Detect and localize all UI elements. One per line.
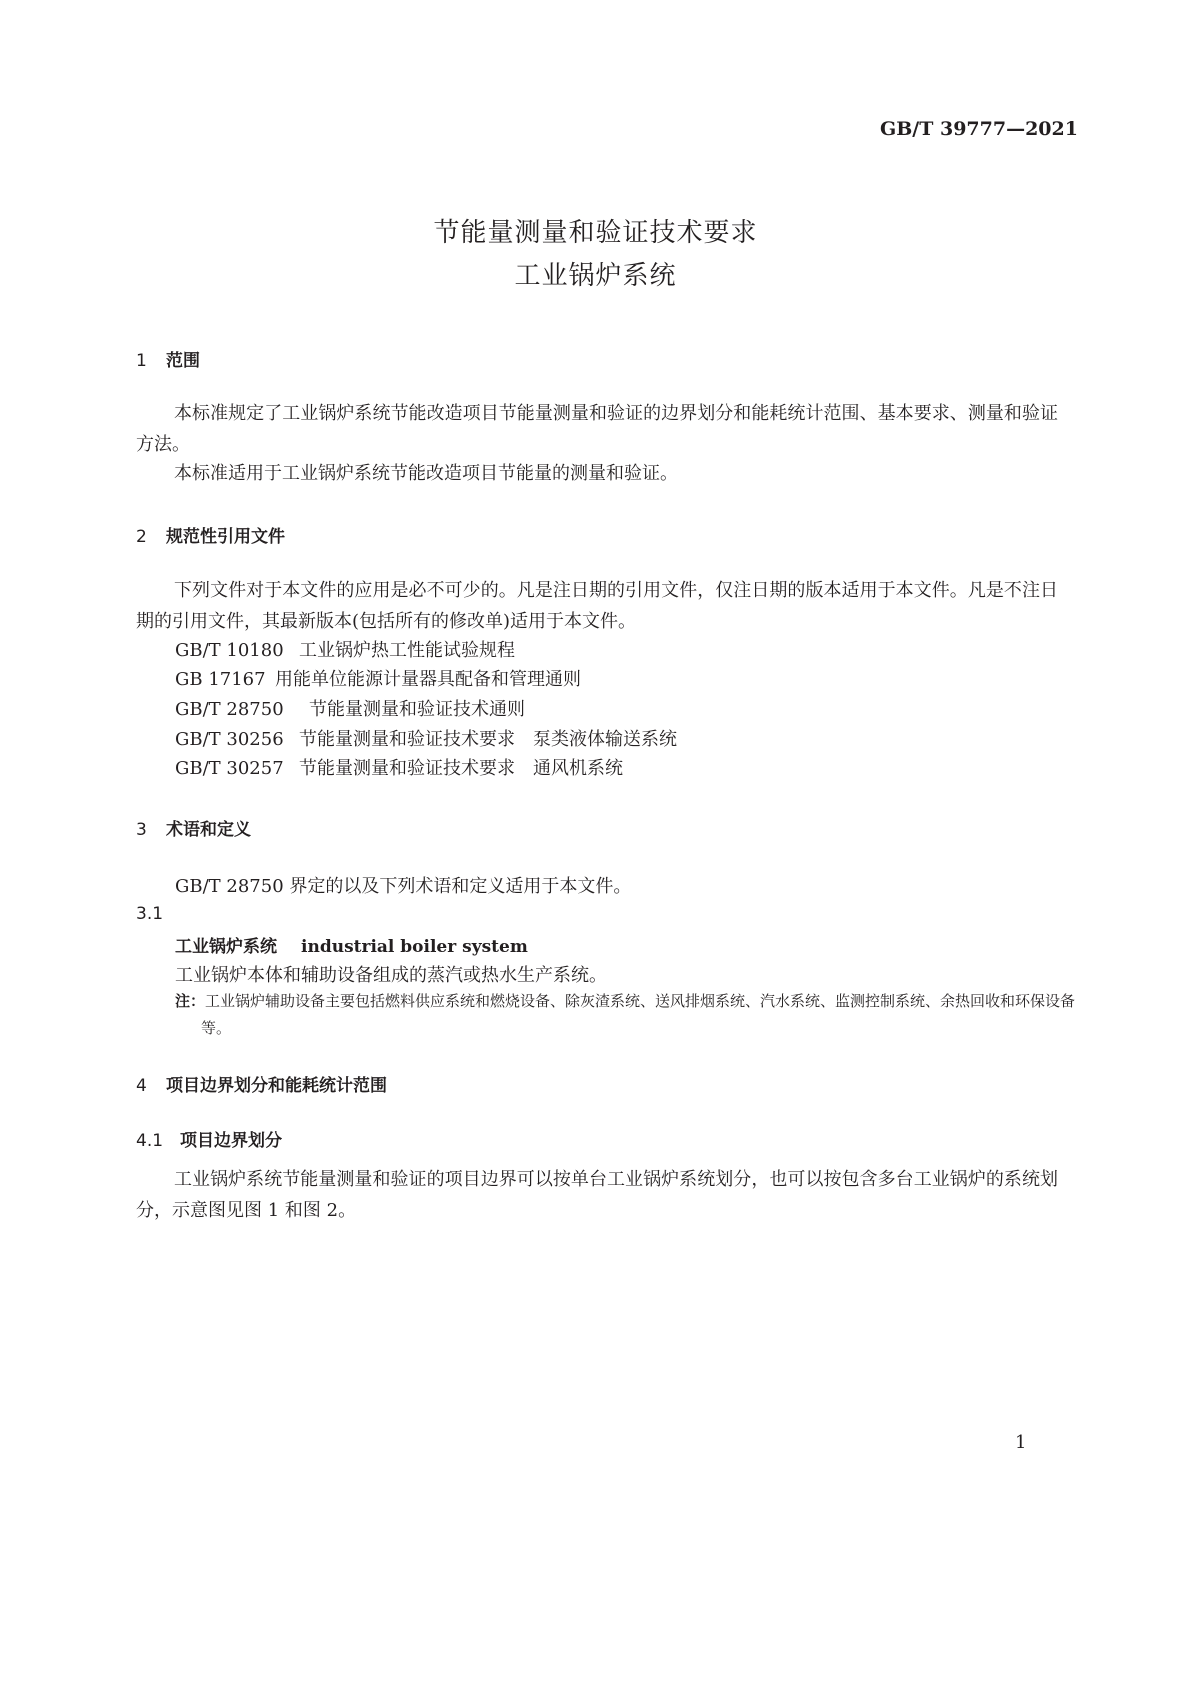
- section-title: 范围: [166, 351, 200, 371]
- subsection-4-1-paragraph: 工业锅炉系统节能量测量和验证的项目边界可以按单台工业锅炉系统划分，也可以按包含多台工业锅炉的系统划分，示意图见图 1 和图 2。: [136, 1169, 1058, 1221]
- section-number: 2: [136, 527, 147, 547]
- section-4-heading: [136, 1071, 387, 1096]
- term-heading: [175, 932, 528, 957]
- subsection-number: 4.1: [136, 1131, 164, 1151]
- subsection-4-1-heading: [136, 1126, 282, 1151]
- section-number: 3: [136, 820, 147, 840]
- reference-item: [175, 754, 623, 780]
- section-2-intro: 下列文件对于本文件的应用是必不可少的。凡是注日期的引用文件，仅注日期的版本适用于本文件。凡是不注日期的引用文件，其最新版本(包括所有的修改单)适用于本文件。: [136, 580, 1058, 632]
- reference-code: GB/T 10180: [175, 640, 284, 661]
- reference-title: 节能量测量和验证技术要求 通风机系统: [299, 758, 623, 779]
- section-1-paragraph-2: 本标准适用于工业锅炉系统节能改造项目节能量的测量和验证。: [174, 463, 678, 484]
- reference-code: GB/T 28750: [175, 699, 284, 720]
- section-3-intro: GB/T 28750 界定的以及下列术语和定义适用于本文件。: [175, 876, 632, 897]
- term-name-cn: 工业锅炉系统: [175, 937, 277, 957]
- note-label: 注：: [175, 992, 206, 1010]
- section-title: 规范性引用文件: [166, 527, 285, 547]
- standard-code: GB/T 39777—2021: [880, 118, 1078, 140]
- reference-code: GB 17167: [175, 669, 266, 690]
- document-title: 节能量测量和验证技术要求: [433, 218, 758, 248]
- reference-title: 节能量测量和验证技术通则: [309, 699, 525, 720]
- section-2-heading: [136, 522, 285, 547]
- reference-title: 用能单位能源计量器具配备和管理通则: [275, 669, 581, 690]
- page-number: 1: [1015, 1432, 1027, 1453]
- reference-code: GB/T 30257: [175, 758, 284, 779]
- term-note: [175, 988, 1084, 1042]
- reference-item: [175, 636, 515, 662]
- reference-title: 节能量测量和验证技术要求 泵类液体输送系统: [299, 729, 677, 750]
- reference-item: [175, 665, 581, 691]
- subsection-title: 项目边界划分: [180, 1131, 282, 1151]
- reference-item: [175, 695, 525, 721]
- section-3-heading: [136, 815, 251, 840]
- reference-item: [175, 725, 677, 751]
- document-subtitle: 工业锅炉系统: [514, 261, 677, 291]
- section-title: 项目边界划分和能耗统计范围: [166, 1076, 387, 1096]
- term-name-en: industrial boiler system: [301, 937, 528, 957]
- section-title: 术语和定义: [166, 820, 251, 840]
- term-number: 3.1: [136, 904, 164, 924]
- section-number: 1: [136, 351, 147, 371]
- reference-code: GB/T 30256: [175, 729, 284, 750]
- section-1-heading: [136, 346, 200, 371]
- term-definition: 工业锅炉本体和辅助设备组成的蒸汽或热水生产系统。: [175, 965, 607, 986]
- note-text: 工业锅炉辅助设备主要包括燃料供应系统和燃烧设备、除灰渣系统、送风排烟系统、汽水系统、监测控制系统、余热回收和环保设备等。: [201, 992, 1076, 1037]
- reference-title: 工业锅炉热工性能试验规程: [299, 640, 515, 661]
- section-1-paragraph-1: 本标准规定了工业锅炉系统节能改造项目节能量测量和验证的边界划分和能耗统计范围、基本要求、测量和验证方法。: [136, 403, 1058, 455]
- section-number: 4: [136, 1076, 147, 1096]
